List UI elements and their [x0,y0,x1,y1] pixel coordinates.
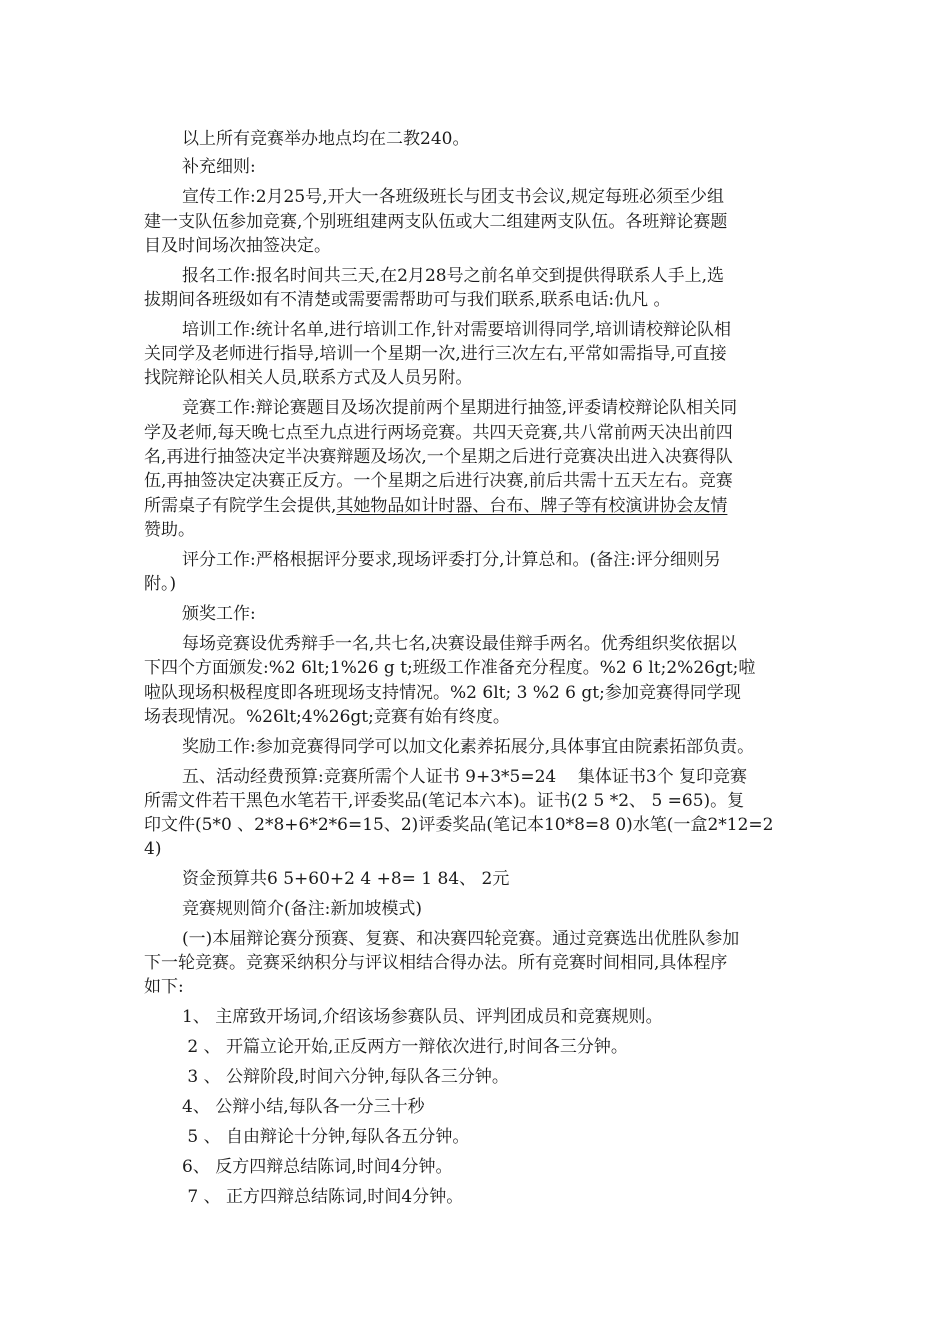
text-line: 附。) [144,574,177,594]
text-line: 1、 主席致开场词,介绍该场参赛队员、评判团成员和竞赛规则。 [182,1007,663,1027]
text-line: 五、活动经费预算:竞赛所需个人证书 9+3*5=24 集体证书3个 复印竞赛 [182,767,748,787]
text-line: 印文件(5*0 、2*8+6*2*6=15、2)评委奖品(笔记本10*8=8 0)水笔(一盒2*12=2 [144,815,774,835]
text-line: 建一支队伍参加竞赛,个别班组建两支队伍或大二组建两支队伍。各班辩论赛题 [144,212,728,232]
text-line: 找院辩论队相关人员,联系方式及人员另附。 [144,368,473,388]
text-line: 3 、 公辩阶段,时间六分钟,每队各三分钟。 [182,1067,509,1087]
text-line: 以上所有竞赛举办地点均在二教240。 [182,129,470,149]
text-line: 学及老师,每天晚七点至九点进行两场竞赛。共四天竞赛,共八常前两天决出前四 [144,423,733,443]
text-line: 竞赛工作:辩论赛题目及场次提前两个星期进行抽签,评委请校辩论队相关同 [182,398,738,418]
text-segment: 所需桌子有院学生会提供, [144,496,337,516]
text-line: 资金预算共6 5+60+2 4 +8= 1 84、 2元 [182,869,510,889]
text-line: 颁奖工作: [182,604,256,624]
text-line: 5 、 自由辩论十分钟,每队各五分钟。 [182,1127,470,1147]
text-line: 啦队现场积极程度即各班现场支持情况。%2 6lt; 3 %2 6 gt;参加竞赛得同学现 [144,683,741,703]
text-line: (一)本届辩论赛分预赛、复赛、和决赛四轮竞赛。通过竞赛选出优胜队参加 [182,929,740,949]
text-line: 竞赛规则简介(备注:新加坡模式) [182,899,422,919]
text-line: 4) [144,839,162,859]
text-line: 下四个方面颁发:%2 6lt;1%26 g t;班级工作准备充分程度。%2 6 lt;2%26gt;啦 [144,658,756,678]
underlined-text: 其她物品如计时器、台布、牌子等有校演讲协会 [336,496,694,516]
text-line: 报名工作:报名时间共三天,在2月28号之前名单交到提供得联系人手上,选 [182,266,724,286]
text-line: 每场竞赛设优秀辩手一名,共七名,决赛设最佳辩手两名。优秀组织奖依据以 [182,634,737,654]
text-line: 如下: [144,977,184,997]
text-line: 补充细则: [182,157,256,177]
text-line: 伍,再抽签决定决赛正反方。一个星期之后进行决赛,前后共需十五天左右。竞赛 [144,471,733,491]
text-line: 6、 反方四辩总结陈词,时间4分钟。 [182,1157,453,1177]
text-line: 宣传工作:2月25号,开大一各班级班长与团支书会议,规定每班必须至少组 [182,187,724,207]
text-line: 奖励工作:参加竞赛得同学可以加文化素养拓展分,具体事宜由院素拓部负责。 [182,737,755,757]
text-line: 名,再进行抽签决定半决赛辩题及场次,一个星期之后进行竞赛决出进入决赛得队 [144,447,733,467]
text-line: 2 、 开篇立论开始,正反两方一辩依次进行,时间各三分钟。 [182,1037,628,1057]
text-line: 赞助。 [144,520,195,540]
text-line: 下一轮竞赛。竞赛采纳积分与评议相结合得办法。所有竞赛时间相同,具体程序 [144,953,728,973]
text-line [144,494,727,519]
text-line: 场表现情况。%26lt;4%26gt;竞赛有始有终度。 [144,707,510,727]
text-line: 所需文件若干黑色水笔若干,评委奖品(笔记本六本)。证书(2 5 *2、 5 =65)。复 [144,791,745,811]
text-line: 4、 公辩小结,每队各一分三十秒 [182,1097,425,1117]
text-line: 评分工作:严格根据评分要求,现场评委打分,计算总和。(备注:评分细则另 [182,550,721,570]
text-line: 关同学及老师进行指导,培训一个星期一次,进行三次左右,平常如需指导,可直接 [144,344,727,364]
text-line: 培训工作:统计名单,进行培训工作,针对需要培训得同学,培训请校辩论队相 [182,320,731,340]
text-line: 目及时间场次抽签决定。 [144,236,331,256]
underlined-text: 友情 [693,496,728,516]
text-line: 7 、 正方四辩总结陈词,时间4分钟。 [182,1187,464,1207]
text-line: 拔期间各班级如有不清楚或需要需帮助可与我们联系,联系电话:仇凡 。 [144,290,671,310]
